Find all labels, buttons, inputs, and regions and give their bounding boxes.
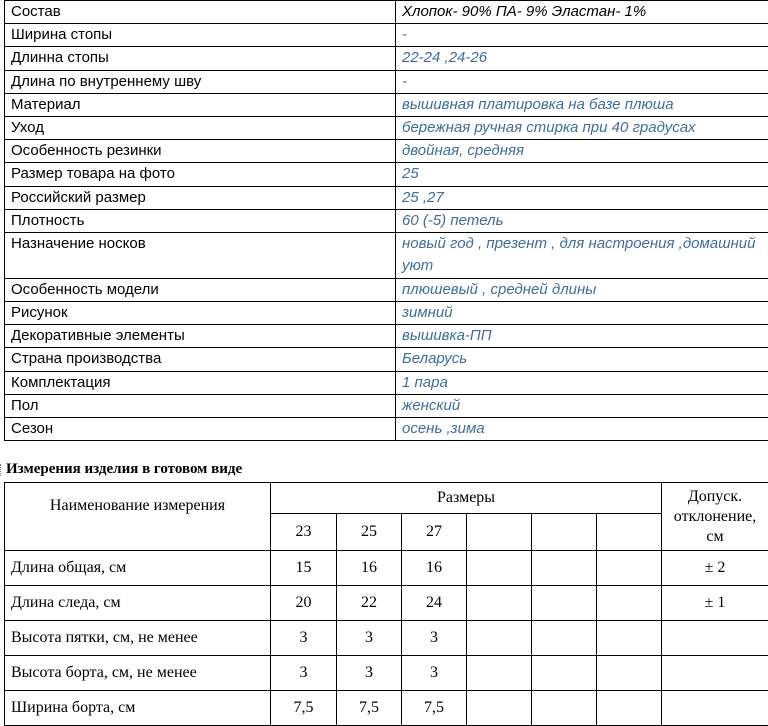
spec-row [5,232,768,278]
measurement-name: Длина общая, см [5,551,271,586]
measurement-value: 20 [271,586,337,621]
spec-row [5,371,768,394]
measurement-value: 3 [337,656,402,691]
spec-label: Ширина стопы [5,24,396,47]
measurement-value: 3 [337,621,402,656]
measurement-value: 24 [402,586,467,621]
spec-row [5,186,768,209]
measurements-heading: Измерения изделия в готовом виде [6,461,242,478]
spec-label: Российский размер [5,186,396,209]
spec-label: Длинна стопы [5,47,396,70]
spec-label: Уход [5,116,396,139]
spec-row [5,93,768,116]
measurement-value [532,691,597,726]
spec-value: 1 пара [396,371,768,394]
measurement-value [597,586,662,621]
spec-row [5,325,768,348]
product-spec-table [4,0,768,441]
measurement-value: 22 [337,586,402,621]
measurement-tolerance: ± 2 [662,551,768,586]
spec-row [5,116,768,139]
spec-row [5,24,768,47]
measurement-value [597,691,662,726]
measurement-value [532,656,597,691]
spec-row [5,47,768,70]
spec-label: Комплектация [5,371,396,394]
measurement-row [5,656,768,691]
spec-row [5,394,768,417]
measurement-tolerance [662,691,768,726]
paragraph-anchor-mark [0,464,5,476]
measurement-value [467,551,532,586]
measurement-value: 3 [402,621,467,656]
header-row [5,483,768,514]
spec-row [5,209,768,232]
measurement-tolerance: ± 1 [662,586,768,621]
spec-label: Пол [5,394,396,417]
measurement-value [597,621,662,656]
measurement-name: Высота пятки, см, не менее [5,621,271,656]
spec-value: 22-24 ,24-26 [396,47,768,70]
measurement-name: Высота борта, см, не менее [5,656,271,691]
measurements-table [4,482,768,726]
measurement-row [5,621,768,656]
spec-label: Сезон [5,418,396,441]
size-header [597,514,662,551]
measurement-tolerance [662,656,768,691]
measurement-value: 7,5 [337,691,402,726]
spec-label: Особенность резинки [5,140,396,163]
measurement-value: 15 [271,551,337,586]
size-header [532,514,597,551]
size-header: 25 [337,514,402,551]
size-header [467,514,532,551]
spec-row [5,348,768,371]
measurement-value [467,621,532,656]
measurement-value [467,586,532,621]
measurement-name: Ширина борта, см [5,691,271,726]
measurement-value [532,551,597,586]
spec-row [5,70,768,93]
measurement-value: 16 [337,551,402,586]
spec-value: новый год , презент , для настроения ,домашний уют [396,232,768,278]
spec-label: Размер товара на фото [5,163,396,186]
measurement-value: 7,5 [402,691,467,726]
measurement-value: 3 [271,621,337,656]
spec-value: вышивка-ПП [396,325,768,348]
spec-row [5,302,768,325]
spec-value: бережная ручная стирка при 40 градусах [396,116,768,139]
size-header: 27 [402,514,467,551]
spec-value: - [396,24,768,47]
measurement-value [532,586,597,621]
measurement-row [5,586,768,621]
spec-value: Хлопок- 90% ПА- 9% Эластан- 1% [396,1,768,24]
spec-row [5,140,768,163]
measurement-row [5,691,768,726]
measurement-name: Длина следа, см [5,586,271,621]
spec-row [5,418,768,441]
measurement-value: 3 [402,656,467,691]
spec-label: Назначение носков [5,232,396,278]
spec-label: Страна производства [5,348,396,371]
name-column-header: Наименование измерения [5,483,271,551]
spec-value: плюшевый , средней длины [396,278,768,301]
measurement-value [597,551,662,586]
spec-row [5,1,768,24]
measurement-value: 3 [271,656,337,691]
spec-label: Плотность [5,209,396,232]
spec-value: Беларусь [396,348,768,371]
measurement-value [467,691,532,726]
spec-label: Рисунок [5,302,396,325]
sizes-group-header: Размеры [271,483,662,514]
spec-label: Материал [5,93,396,116]
measurement-row [5,551,768,586]
spec-value: 25 [396,163,768,186]
spec-value: вышивная платировка на базе плюша [396,93,768,116]
spec-value: зимний [396,302,768,325]
spec-value: 25 ,27 [396,186,768,209]
tolerance-header: Допуск. отклонение, см [662,483,768,551]
spec-row [5,278,768,301]
spec-label: Состав [5,1,396,24]
measurement-value: 7,5 [271,691,337,726]
spec-value: двойная, средняя [396,140,768,163]
spec-label: Длина по внутреннему шву [5,70,396,93]
spec-value: женский [396,394,768,417]
spec-label: Декоративные элементы [5,325,396,348]
spec-value: осень ,зима [396,418,768,441]
size-header: 23 [271,514,337,551]
spec-value: - [396,70,768,93]
measurement-value [467,656,532,691]
measurement-tolerance [662,621,768,656]
measurement-value [532,621,597,656]
spec-label: Особенность модели [5,278,396,301]
spec-value: 60 (-5) петель [396,209,768,232]
measurement-value [597,656,662,691]
measurement-value: 16 [402,551,467,586]
spec-row [5,163,768,186]
